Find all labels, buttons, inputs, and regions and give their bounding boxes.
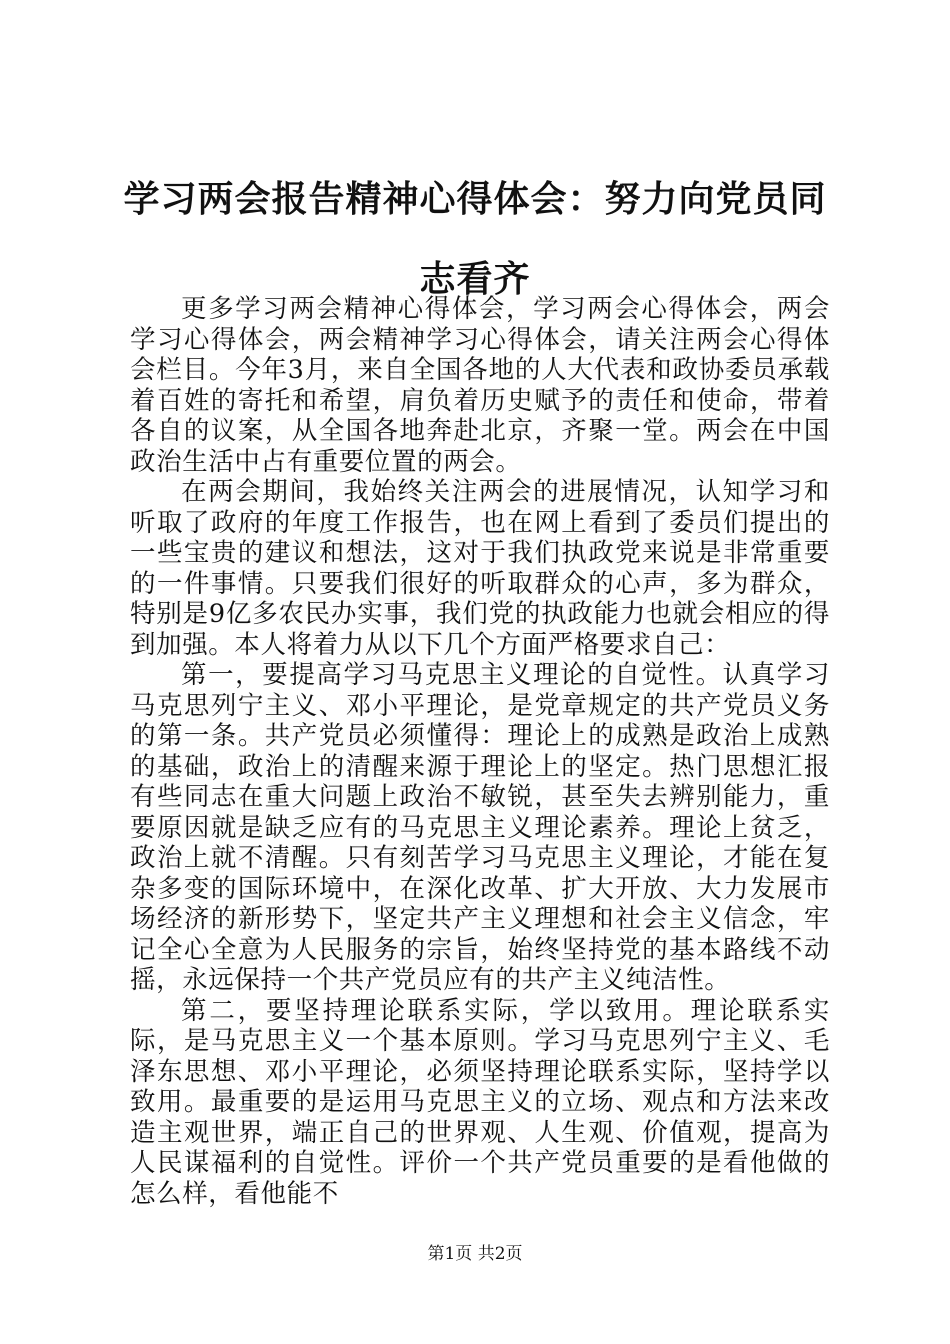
paragraph-point-one: 第一，要提高学习马克思主义理论的自觉性。认真学习马克思列宁主义、邓小平理论，是党章规定的共产党员义务的第一条。共产党员必须懂得：理论上的成熟是政治上成熟的基础，政治上的清醒来源于理论上的坚定。热门思想汇报有些同志在重大问题上政治不敏锐，甚至失去辨别能力，重要原因就是缺乏应有的马克思主义理论素养。理论上贫乏，政治上就不清醒。只有刻苦学习马克思主义理论，才能在复杂多变的国际环境中，在深化改革、扩大开放、大力发展市场经济的新形势下，坚定共产主义理想和社会主义信念，牢记全心全意为人民服务的宗旨，始终坚持党的基本路线不动摇，永远保持一个共产党员应有的共产主义纯洁性。 xyxy=(130,660,830,995)
page-title: 学习两会报告精神心得体会：努力向党员同志看齐 xyxy=(123,179,827,300)
document-body xyxy=(130,294,830,1209)
paragraph-observations: 在两会期间，我始终关注两会的进展情况，认知学习和听取了政府的年度工作报告，也在网上看到了委员们提出的一些宝贵的建议和想法，这对于我们执政党来说是非常重要的一件事情。只要我们很好的听取群众的心声，多为群众，特别是9亿多农民办实事，我们党的执政能力也就会相应的得到加强。本人将着力从以下几个方面严格要求自己： xyxy=(130,477,830,660)
paragraph-intro: 更多学习两会精神心得体会，学习两会心得体会，两会学习心得体会，两会精神学习心得体会，请关注两会心得体会栏目。今年3月，来自全国各地的人大代表和政协委员承载着百姓的寄托和希望，肩负着历史赋予的责任和使命，带着各自的议案，从全国各地奔赴北京，齐聚一堂。两会在中国政治生活中占有重要位置的两会。 xyxy=(130,294,830,477)
paragraph-point-two: 第二，要坚持理论联系实际，学以致用。理论联系实际，是马克思主义一个基本原则。学习马克思列宁主义、毛泽东思想、邓小平理论，必须坚持理论联系实际，坚持学以致用。最重要的是运用马克思主义的立场、观点和方法来改造主观世界，端正自己的世界观、人生观、价值观，提高为人民谋福利的自觉性。评价一个共产党员重要的是看他做的怎么样，看他能不 xyxy=(130,995,830,1209)
page-footer: 第1页 共2页 xyxy=(427,1244,523,1264)
